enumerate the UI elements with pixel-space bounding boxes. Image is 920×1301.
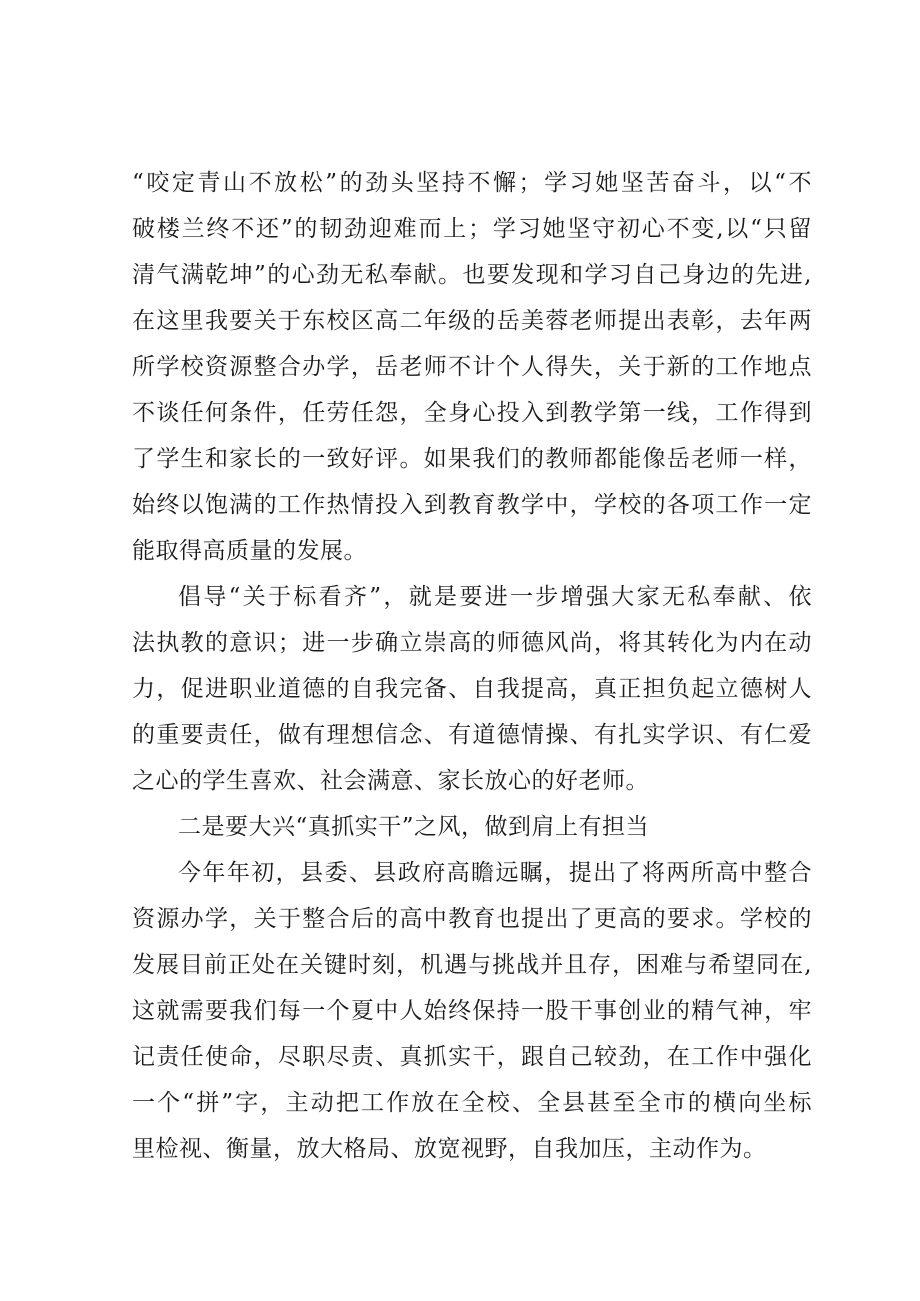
paragraph-advocate-benchmark (132, 574, 812, 804)
text-line: “咬定青山不放松”的劲头坚持不懈；学习她坚苦奋斗，以“不 (132, 170, 812, 196)
text-line: 倡导“关于标看齐”，就是要进一步增强大家无私奉献、依 (178, 584, 812, 610)
text-line: 资源办学，关于整合后的高中教育也提出了更高的要求。学校的 (132, 906, 812, 932)
section-heading: 二是要大兴“真抓实干”之风，做到肩上有担当 (178, 814, 650, 840)
text-line: 发展目前正处在关键时刻，机遇与挑战并且存，困难与希望同在, (132, 952, 812, 978)
text-line: 法执教的意识；进一步确立崇高的师德风尚，将其转化为内在动 (132, 630, 812, 656)
text-line: 始终以饱满的工作热情投入到教育教学中，学校的各项工作一定 (132, 492, 812, 518)
paragraph-this-year (132, 850, 812, 1172)
text-line: 不谈任何条件，任劳任怨，全身心投入到教学第一线，工作得到 (132, 400, 812, 426)
paragraph-heading-two (132, 804, 812, 850)
text-line: 记责任使命，尽职尽责、真抓实干，跟自己较劲，在工作中强化 (132, 1044, 812, 1070)
text-line: 今年年初，县委、县政府高瞻远瞩，提出了将两所高中整合 (178, 860, 812, 886)
text-line: 能取得高质量的发展。 (132, 538, 367, 564)
text-line: 里检视、衡量，放大格局、放宽视野，自我加压，主动作为。 (132, 1136, 767, 1162)
text-line: 所学校资源整合办学，岳老师不计个人得失，关于新的工作地点 (132, 354, 812, 380)
text-line: 力，促进职业道德的自我完备、自我提高，真正担负起立德树人 (132, 676, 812, 702)
paragraph-learn-spirit (132, 160, 812, 574)
document-body (132, 160, 812, 1172)
text-line: 破楼兰终不还”的韧劲迎难而上；学习她坚守初心不变,以“只留 (132, 216, 812, 242)
text-line: 这就需要我们每一个夏中人始终保持一股干事创业的精气神，牢 (132, 998, 812, 1024)
text-line: 了学生和家长的一致好评。如果我们的教师都能像岳老师一样， (132, 446, 812, 472)
text-line: 之心的学生喜欢、社会满意、家长放心的好老师。 (132, 768, 649, 794)
text-line: 在这里我要关于东校区高二年级的岳美蓉老师提出表彰，去年两 (132, 308, 812, 334)
text-line: 一个“拼”字，主动把工作放在全校、全县甚至全市的横向坐标 (132, 1090, 812, 1116)
text-line: 的重要责任，做有理想信念、有道德情操、有扎实学识、有仁爱 (132, 722, 812, 748)
text-line: 清气满乾坤”的心劲无私奉献。也要发现和学习自己身边的先进, (132, 262, 812, 288)
